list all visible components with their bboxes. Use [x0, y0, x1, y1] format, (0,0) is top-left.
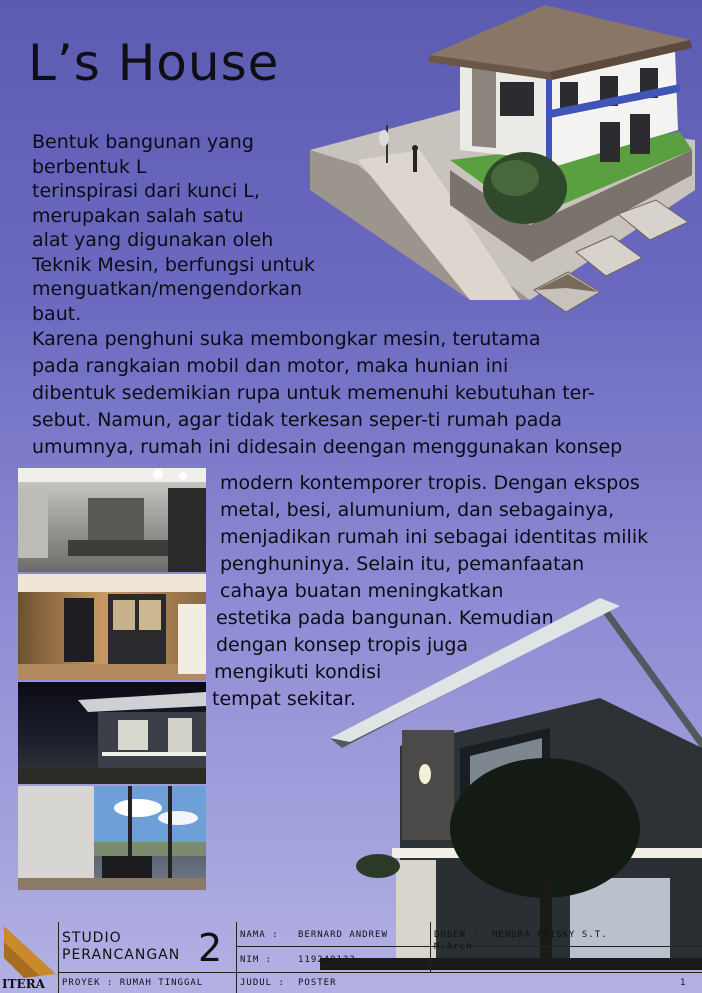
window [630, 114, 650, 154]
nama-value: BERNARD ANDREW [298, 930, 388, 940]
dosen-value-line-2: M.Arch [434, 942, 473, 952]
exterior-render-night [320, 598, 702, 970]
interior-photo-window-view [18, 786, 206, 890]
paragraph-3-line: mengikuti kondisi [214, 661, 382, 683]
wall-light [419, 764, 431, 784]
stone-column [472, 62, 496, 148]
paragraph-3-line: tempat sekitar. [212, 688, 356, 710]
blue-column [546, 72, 552, 164]
dosen-value: HENDRA FRISKY S.T. [492, 930, 608, 940]
nim-value: 119240133 [298, 955, 356, 965]
paragraph-3-line: metal, besi, alumunium, dan sebagainya, [220, 499, 615, 521]
paragraph-3-line: penghuninya. Selain itu, pemanfaatan [220, 553, 585, 575]
stone-cladding [402, 730, 454, 840]
page-number: 1 [680, 978, 687, 988]
studio-name [62, 930, 180, 964]
exterior-photo-night [18, 682, 206, 784]
lamp-shade [379, 130, 389, 146]
nim-label: NIM : [240, 955, 273, 965]
hero-house-render [300, 0, 702, 335]
interior-photo-living-room [18, 468, 206, 572]
judul-value: POSTER [298, 978, 337, 988]
dosen-label: DOSEN : [434, 930, 479, 940]
paragraph-3-line: dengan konsep tropis juga [216, 634, 469, 656]
proyek-label: PROYEK : RUMAH TINGGAL [62, 978, 204, 988]
description-paragraph-1: Bentuk bangunan yang berbentuk L terinspirasi dari kunci L, merupakan salah satu alat yang digunakan oleh Teknik Mesin, berfungsi untuk menguatkan/mengendorkan baut. [32, 131, 316, 325]
tree [450, 758, 640, 898]
tree-highlight [491, 160, 539, 196]
studio-number: 2 [198, 926, 223, 970]
poster-title: L’s House [28, 34, 280, 92]
itera-logo-icon [0, 922, 60, 980]
judul-label: JUDUL : [240, 978, 285, 988]
studio-line-2: PERANCANGAN [62, 947, 181, 963]
window [500, 82, 534, 116]
window [600, 122, 620, 162]
interior-photo-corridor [18, 574, 206, 680]
person-figure [413, 150, 417, 172]
paragraph-3-line: cahaya buatan meningkatkan [220, 580, 504, 602]
description-paragraph-2: Karena penghuni suka membongkar mesin, terutama pada rangkaian mobil dan motor, maka hunian ini dibentuk sedemikian rupa untuk memenuhi kebutuhan ter- sebut. Namun, agar tidak terkesan seper-ti rumah pada umumnya, rumah ini didesain deengan menggunakan konsep [32, 328, 623, 458]
logo-text: ITERA [2, 977, 45, 991]
paragraph-3-line: menjadikan rumah ini sebagai identitas milik [220, 526, 649, 548]
nama-label: NAMA : [240, 930, 279, 940]
person-head [412, 145, 418, 151]
paragraph-3-line: modern kontemporer tropis. Dengan ekspos [220, 472, 640, 494]
title-block [0, 922, 702, 993]
studio-line-1: STUDIO [62, 930, 122, 946]
plants [356, 854, 400, 878]
paragraph-3-line: estetika pada bangunan. Kemudian [216, 607, 554, 629]
